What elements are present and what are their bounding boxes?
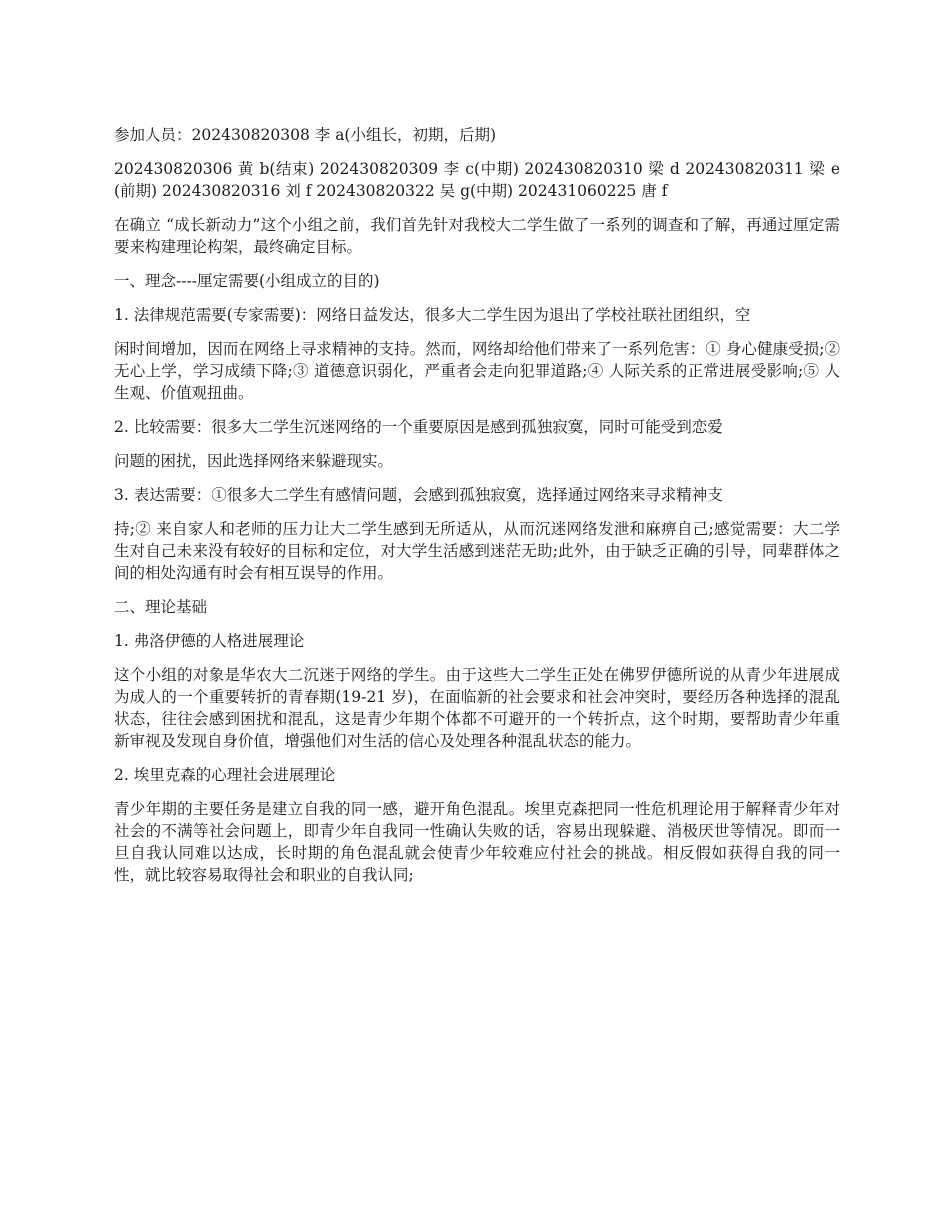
- section-heading-concept: 一、理念----厘定需要(小组成立的目的): [114, 272, 380, 290]
- participants-members: 202430820306 黄 b(结束) 202430820309 李 c(中期) 202430820310 梁 d 202430820311 梁 e(前期) 202430820316 刘 f 202430820322 吴 g(中期) 202431060225 唐 f: [114, 160, 840, 200]
- document-body: [114, 124, 840, 898]
- theory-1-body: 这个小组的对象是华农大二沉迷于网络的学生。由于这些大二学生正处在佛罗伊德所说的从青少年进展成为成人的一个重要转折的青春期(19-21 岁)，在面临新的社会要求和社会冲突时，要经历各种选择的混乱状态，往往会感到困扰和混乱，这是青少年期个体都不可避开的一个转折点，这个时期，要帮助青少年重新审视及发现自身价值，增强他们对生活的信心及处理各种混乱状态的能力。: [114, 666, 840, 750]
- need-2-comparative: 2. 比较需要：很多大二学生沉迷网络的一个重要原因是感到孤独寂寞，同时可能受到恋爱: [114, 418, 723, 436]
- theory-1-heading: 1. 弗洛伊德的人格进展理论: [114, 632, 305, 650]
- participants-leader: 参加人员：202430820308 李 a(小组长，初期，后期): [114, 126, 497, 144]
- need-3-expressed: 3. 表达需要：①很多大二学生有感情问题，会感到孤独寂寞，选择通过网络来寻求精神支: [114, 486, 723, 504]
- theory-2-body: 青少年期的主要任务是建立自我的同一感，避开角色混乱。埃里克森把同一性危机理论用于解释青少年对社会的不满等社会问题上，即青少年自我同一性确认失败的话，容易出现躲避、消极厌世等情况。即而一旦自我认同难以达成，长时期的角色混乱就会使青少年较难应付社会的挑战。相反假如获得自我的同一性，就比较容易取得社会和职业的自我认同;: [114, 800, 840, 884]
- need-3-continued: 持;② 来自家人和老师的压力让大二学生感到无所适从，从而沉迷网络发泄和麻痹自己;感觉需要：大二学生对自己未来没有较好的目标和定位，对大学生活感到迷茫无助;此外，由于缺乏正确的引导，同辈群体之间的相处沟通有时会有相互误导的作用。: [114, 520, 840, 582]
- need-2-continued: 问题的困扰，因此选择网络来躲避现实。: [114, 452, 394, 470]
- need-1-continued: 闲时间增加，因而在网络上寻求精神的支持。然而，网络却给他们带来了一系列危害：① 身心健康受损;② 无心上学，学习成绩下降;③ 道德意识弱化，严重者会走向犯罪道路;④ 人际关系的正常进展受影响;⑤ 人生观、价值观扭曲。: [114, 340, 840, 402]
- section-heading-theory: 二、理论基础: [114, 598, 208, 616]
- theory-2-heading: 2. 埃里克森的心理社会进展理论: [114, 766, 336, 784]
- intro-paragraph: 在确立 “成长新动力”这个小组之前，我们首先针对我校大二学生做了一系列的调查和了解，再通过厘定需要来构建理论构架，最终确定目标。: [114, 216, 840, 256]
- need-1-legal: 1. 法律规范需要(专家需要)：网络日益发达，很多大二学生因为退出了学校社联社团组织，空: [114, 306, 751, 324]
